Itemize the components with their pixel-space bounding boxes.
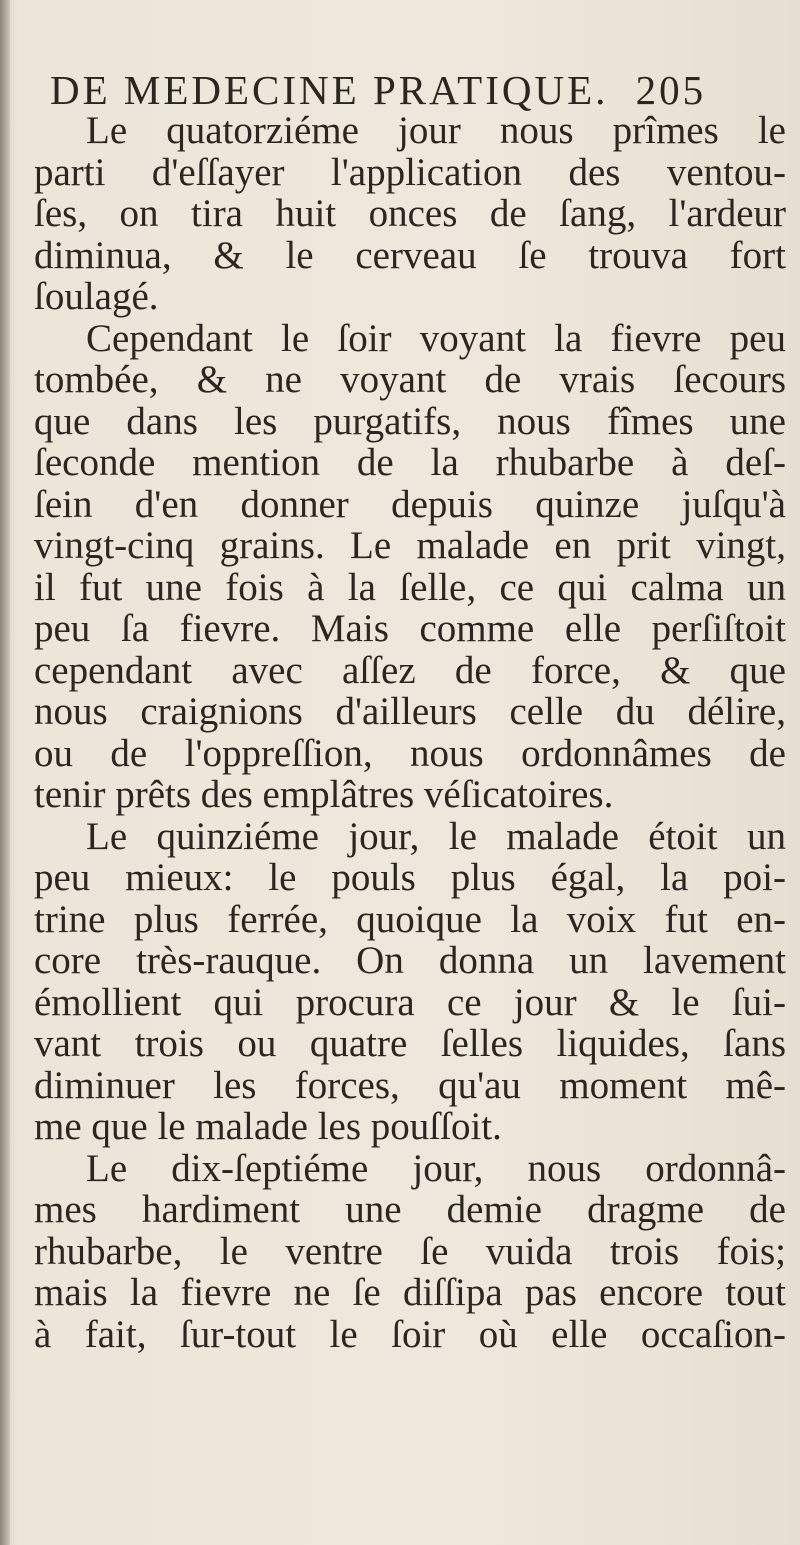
text-line: Cependant le ſoir voyant la fievre peu — [86, 316, 786, 360]
text-line: me que le malade les pouſſoit. — [34, 1105, 502, 1148]
paragraph-4 — [34, 1148, 786, 1356]
running-head-title: DE MEDECINE PRATIQUE. — [50, 67, 609, 113]
text-line: vant trois ou quatre ſelles liquides, ſans — [34, 1022, 786, 1065]
text-line: Le quatorziéme jour nous prîmes le — [86, 109, 786, 152]
text-line: ou de l'oppreſſion, nous ordonnâmes de — [34, 731, 786, 775]
text-line: mais la fievre ne ſe diſſipa pas encore tout — [34, 1271, 786, 1314]
text-line: diminuer les forces, qu'au moment mê- — [34, 1063, 786, 1107]
text-line: Le dix-ſeptiéme jour, nous ordonnâ- — [86, 1146, 786, 1190]
text-line: émollient qui procura ce jour & le ſui- — [34, 980, 786, 1024]
text-line: vingt-cinq grains. Le malade en prit vingt, — [34, 524, 786, 567]
page-binding-edge — [0, 0, 10, 1545]
text-line: que dans les purgatifs, nous fîmes une — [34, 399, 786, 443]
text-line: diminua, & le cerveau ſe trouva fort — [34, 233, 786, 277]
text-line: à fait, ſur-tout le ſoir où elle occaſion- — [34, 1312, 786, 1356]
text-line: tombée, & ne voyant de vrais ſecours — [34, 358, 786, 401]
text-line: ſes, on tira huit onces de ſang, l'ardeur — [34, 192, 786, 235]
text-line: rhubarbe, le ventre ſe vuida trois fois; — [34, 1229, 786, 1273]
text-line: ſoulagé. — [34, 275, 159, 318]
text-line: peu ſa fievre. Mais comme elle perſiſtoit — [34, 607, 786, 650]
text-line: ſein d'en donner depuis quinze juſqu'à — [34, 482, 786, 526]
paragraph-3 — [34, 816, 786, 1148]
text-line: il fut une fois à la ſelle, ce qui calma un — [34, 565, 786, 609]
text-line: tenir prêts des emplâtres véſicatoires. — [34, 773, 614, 816]
text-line: ſeconde mention de la rhubarbe à deſ- — [34, 441, 786, 484]
text-line: cependant avec aſſez de force, & que — [34, 648, 786, 692]
running-head — [50, 67, 780, 113]
body-text — [34, 110, 786, 1355]
paragraph-2 — [34, 318, 786, 816]
text-line: Le quinziéme jour, le malade étoit un — [86, 814, 786, 858]
text-line: core très-rauque. On donna un lavement — [34, 939, 786, 982]
text-line: parti d'eſſayer l'application des ventou- — [34, 150, 786, 194]
text-line: peu mieux: le pouls plus égal, la poi- — [34, 856, 786, 899]
paragraph-1 — [34, 110, 786, 318]
page-number: 205 — [635, 67, 707, 113]
text-line: mes hardiment une demie dragme de — [34, 1188, 786, 1231]
text-line: nous craignions d'ailleurs celle du délire, — [34, 690, 786, 733]
text-line: trine plus ferrée, quoique la voix fut en- — [34, 897, 786, 941]
